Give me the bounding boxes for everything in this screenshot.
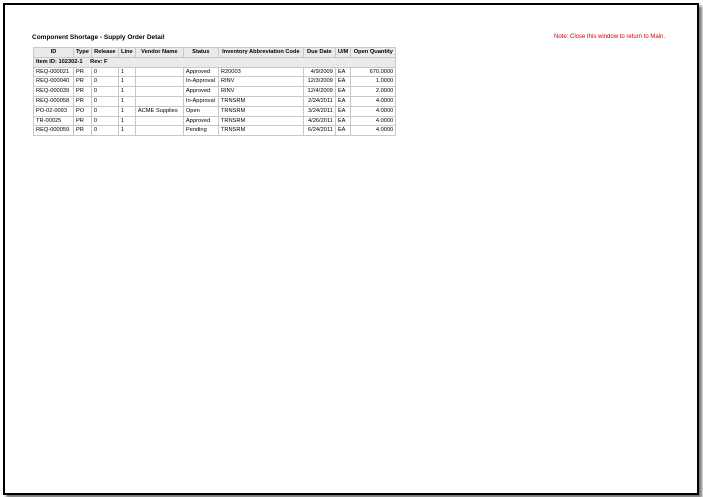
cell-id: REQ-000040 — [34, 77, 74, 87]
cell-um: EA — [335, 87, 350, 97]
cell-open-quantity: 4.0000 — [351, 116, 396, 126]
cell-release: 0 — [91, 87, 118, 97]
column-header-um[interactable]: U/M — [335, 48, 350, 58]
cell-status: Pending — [183, 126, 218, 136]
item-group-row — [34, 57, 396, 67]
cell-id: PO-02-0093 — [34, 106, 74, 116]
cell-inventory-code: RINV — [218, 77, 303, 87]
cell-id: REQ-000058 — [34, 96, 74, 106]
cell-status: In-Approval — [183, 96, 218, 106]
item-group-cell — [34, 57, 396, 67]
cell-type: PR — [74, 116, 92, 126]
window-frame — [3, 3, 699, 495]
item-rev-label: Rev: — [90, 58, 103, 65]
cell-status: Approved — [183, 87, 218, 97]
cell-id: TR-00025 — [34, 116, 74, 126]
table-row[interactable] — [34, 116, 396, 126]
cell-release: 0 — [91, 126, 118, 136]
cell-type: PR — [74, 126, 92, 136]
table-header-row — [34, 48, 396, 58]
item-id-value: 102302-1 — [58, 58, 83, 65]
cell-um: EA — [335, 67, 350, 77]
cell-due-date: 2/24/2011 — [303, 96, 335, 106]
cell-type: PR — [74, 87, 92, 97]
cell-release: 0 — [91, 106, 118, 116]
cell-status: Open — [183, 106, 218, 116]
column-header-line[interactable]: Line — [118, 48, 135, 58]
cell-type: PR — [74, 77, 92, 87]
cell-release: 0 — [91, 116, 118, 126]
cell-id: REQ-000021 — [34, 67, 74, 77]
cell-open-quantity: 1.0000 — [351, 77, 396, 87]
cell-release: 0 — [91, 96, 118, 106]
cell-due-date: 4/26/2011 — [303, 116, 335, 126]
column-header-inventory-code[interactable]: Inventory Abbreviation Code — [218, 48, 303, 58]
cell-vendor-name — [135, 87, 183, 97]
close-window-note: Note: Close this window to return to Main. — [554, 34, 666, 40]
cell-inventory-code: TRNSRM — [218, 116, 303, 126]
cell-um: EA — [335, 116, 350, 126]
column-header-vendor-name[interactable]: Vendor Name — [135, 48, 183, 58]
cell-type: PR — [74, 96, 92, 106]
cell-release: 0 — [91, 67, 118, 77]
cell-due-date: 12/4/2009 — [303, 87, 335, 97]
table-row[interactable] — [34, 87, 396, 97]
column-header-due-date[interactable]: Due Date — [303, 48, 335, 58]
cell-due-date: 12/3/2009 — [303, 77, 335, 87]
table-row[interactable] — [34, 77, 396, 87]
cell-vendor-name — [135, 67, 183, 77]
page-title: Component Shortage - Supply Order Detail — [32, 34, 165, 41]
cell-inventory-code: TRNSRM — [218, 96, 303, 106]
cell-um: EA — [335, 106, 350, 116]
cell-inventory-code: R20003 — [218, 67, 303, 77]
cell-vendor-name — [135, 116, 183, 126]
supply-order-table — [33, 47, 396, 136]
cell-inventory-code: TRNSRM — [218, 126, 303, 136]
item-id-label: Item ID: — [36, 58, 57, 65]
table-row[interactable] — [34, 67, 396, 77]
column-header-id[interactable]: ID — [34, 48, 74, 58]
cell-line: 1 — [118, 67, 135, 77]
cell-open-quantity: 4.0000 — [351, 126, 396, 136]
column-header-open-quantity[interactable]: Open Quantity — [351, 48, 396, 58]
cell-line: 1 — [118, 96, 135, 106]
item-rev-value: F — [104, 58, 108, 65]
cell-inventory-code: RINV — [218, 87, 303, 97]
cell-status: In-Approval — [183, 77, 218, 87]
cell-line: 1 — [118, 126, 135, 136]
cell-release: 0 — [91, 77, 118, 87]
cell-vendor-name — [135, 77, 183, 87]
cell-line: 1 — [118, 116, 135, 126]
cell-type: PR — [74, 67, 92, 77]
cell-inventory-code: TRNSRM — [218, 106, 303, 116]
cell-um: EA — [335, 77, 350, 87]
cell-line: 1 — [118, 106, 135, 116]
column-header-type[interactable]: Type — [74, 48, 92, 58]
cell-status: Approved — [183, 116, 218, 126]
cell-vendor-name — [135, 96, 183, 106]
table-row[interactable] — [34, 96, 396, 106]
table-row[interactable] — [34, 126, 396, 136]
cell-open-quantity: 4.0000 — [351, 106, 396, 116]
cell-vendor-name — [135, 126, 183, 136]
cell-due-date: 3/24/2011 — [303, 106, 335, 116]
cell-open-quantity: 670.0000 — [351, 67, 396, 77]
cell-open-quantity: 4.0000 — [351, 96, 396, 106]
cell-id: REQ-000039 — [34, 87, 74, 97]
table-row[interactable] — [34, 106, 396, 116]
cell-due-date: 4/9/2009 — [303, 67, 335, 77]
cell-line: 1 — [118, 77, 135, 87]
column-header-release[interactable]: Release — [91, 48, 118, 58]
cell-due-date: 6/24/2011 — [303, 126, 335, 136]
cell-type: PO — [74, 106, 92, 116]
cell-um: EA — [335, 96, 350, 106]
cell-um: EA — [335, 126, 350, 136]
cell-line: 1 — [118, 87, 135, 97]
column-header-status[interactable]: Status — [183, 48, 218, 58]
cell-status: Approved — [183, 67, 218, 77]
cell-vendor-name: ACME Supplies — [135, 106, 183, 116]
cell-open-quantity: 2.0000 — [351, 87, 396, 97]
cell-id: REQ-000059 — [34, 126, 74, 136]
